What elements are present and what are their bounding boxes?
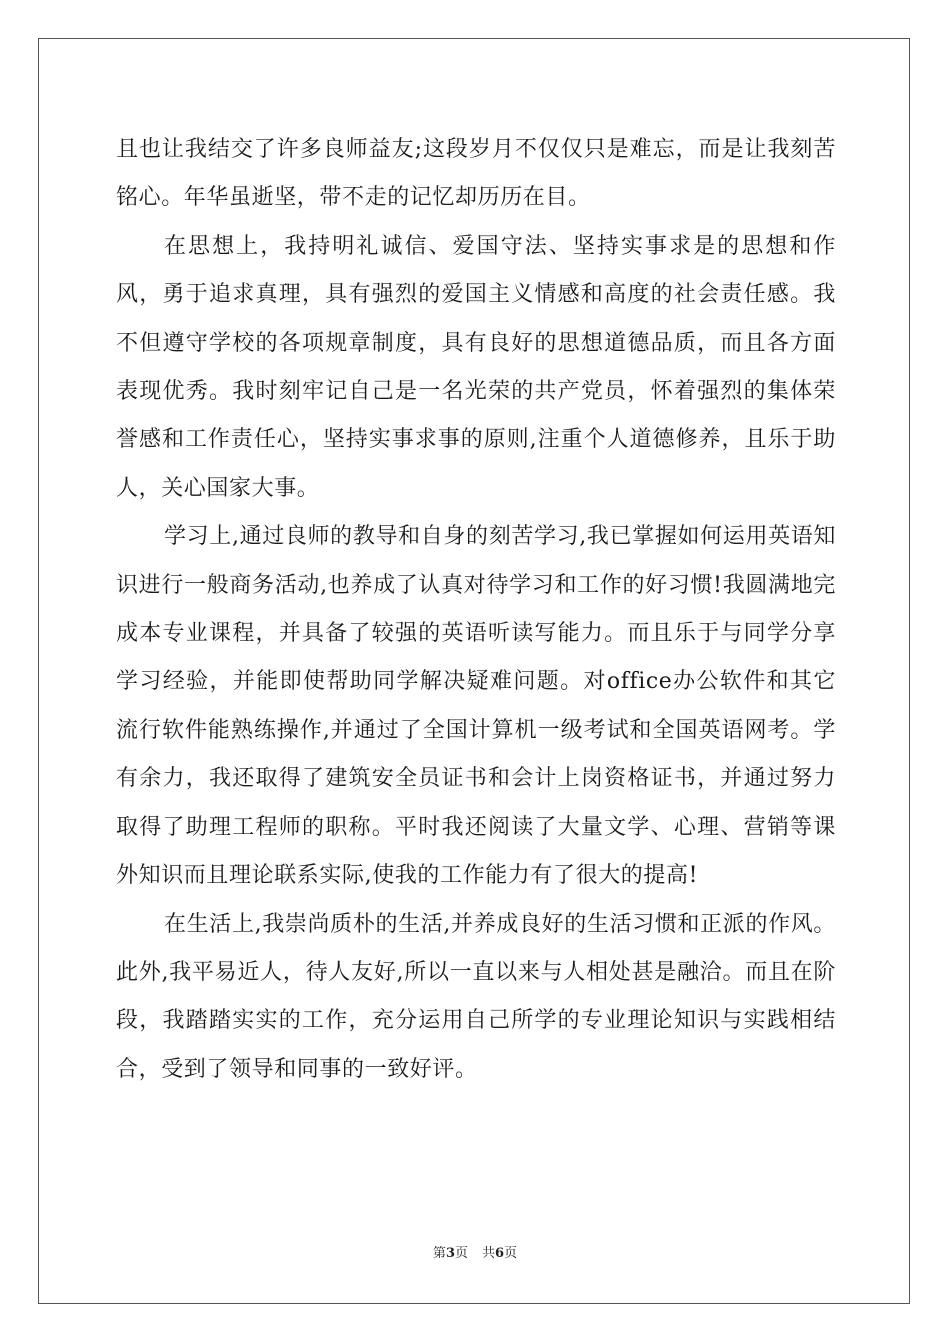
- paragraph-4: 在生活上,我崇尚质朴的生活,并养成良好的生活习惯和正派的作风。此外,我平易近人，待人友好,所以一直以来与人相处甚是融洽。而且在阶段，我踏踏实实的工作，充分运用自己所学的专业理论知识与实践相结合，受到了领导和同事的一致好评。: [116, 911, 836, 1082]
- document-body: [116, 126, 836, 1094]
- page-footer: [0, 1242, 950, 1261]
- total-prefix: 共: [482, 1246, 496, 1261]
- page-prefix: 第: [432, 1246, 446, 1261]
- paragraph-1: 且也让我结交了许多良师益友;这段岁月不仅仅只是难忘，而是让我刻苦铭心。年华虽逝坚，带不走的记忆却历历在目。: [116, 137, 836, 211]
- total-pages: 6: [495, 1246, 505, 1261]
- page-number: 3: [445, 1246, 455, 1261]
- total-suffix: 页: [504, 1246, 518, 1261]
- paragraph-2: 在思想上，我持明礼诚信、爱国守法、坚持实事求是的思想和作风，勇于追求真理，具有强烈的爱国主义情感和高度的社会责任感。我不但遵守学校的各项规章制度，具有良好的思想道德品质，而且各方面表现优秀。我时刻牢记自己是一名光荣的共产党员，怀着强烈的集体荣誉感和工作责任心，坚持实事求事的原则,注重个人道德修养，且乐于助人，关心国家大事。: [116, 233, 836, 501]
- page-suffix: 页: [454, 1246, 468, 1261]
- paragraph-3: 学习上,通过良师的教导和自身的刻苦学习,我已掌握如何运用英语知识进行一般商务活动,也养成了认真对待学习和工作的好习惯!我圆满地完成本专业课程，并具备了较强的英语听读写能力。而且乐于与同学分享学习经验，并能即使帮助同学解决疑难问题。对office办公软件和其它流行软件能熟练操作,并通过了全国计算机一级考试和全国英语网考。学有余力，我还取得了建筑安全员证书和会计上岗资格证书，并通过努力取得了助理工程师的职称。平时我还阅读了大量文学、心理、营销等课外知识而且理论联系实际,使我的工作能力有了很大的提高!: [116, 524, 836, 889]
